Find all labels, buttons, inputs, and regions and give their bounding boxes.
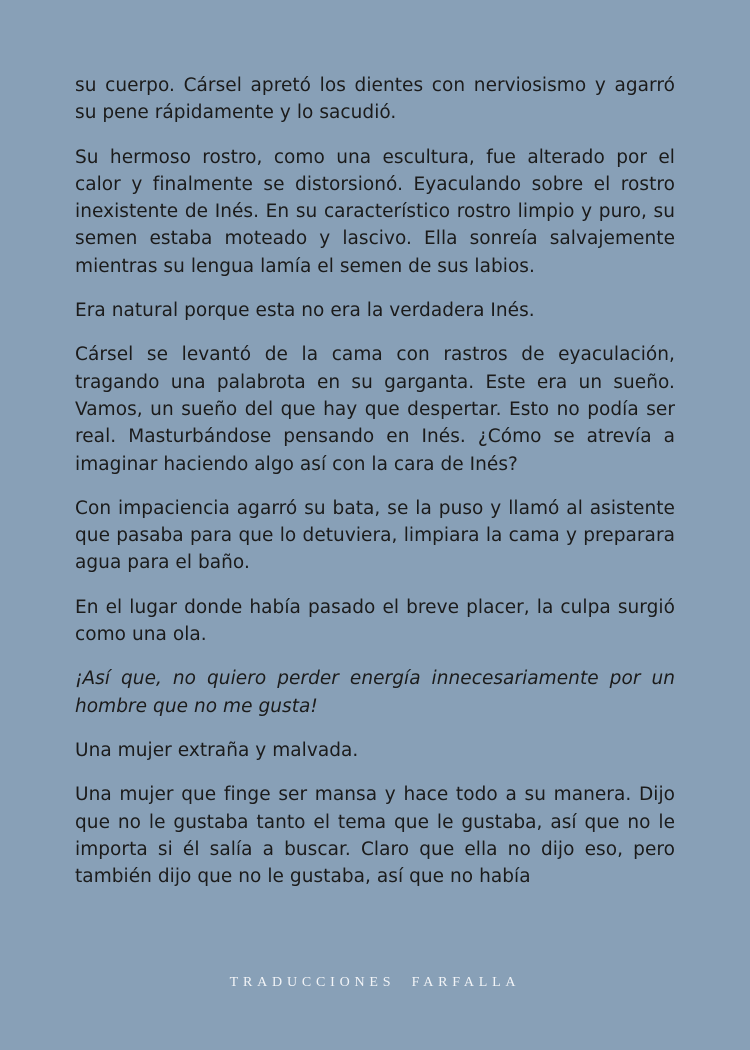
paragraph-8: Una mujer extraña y malvada. [75,739,359,761]
paragraph-3: Era natural porque esta no era la verdadera Inés. [75,300,535,322]
paragraph-4: Cársel se levantó de la cama con rastros de eyaculación, tragando una palabrota en su garganta. Este era un sueño. Vamos, un sueño del que hay que despertar. Esto no podía ser real. Masturbándose pensando en Inés. ¿Cómo se atrevía a imaginar haciendo algo así con la cara de Inés? [75,344,675,475]
paragraph-1: su cuerpo. Cársel apretó los dientes con nerviosismo y agarró su pene rápidamente y lo sacudió. [75,75,675,124]
page-body [75,72,675,907]
paragraph-9: Una mujer que finge ser mansa y hace todo a su manera. Dijo que no le gustaba tanto el tema que le gustaba, así que no le importa si él salía a buscar. Claro que ella no dijo eso, pero también dijo que no le gustaba, así que no había [75,784,675,888]
paragraph-5: Con impaciencia agarró su bata, se la puso y llamó al asistente que pasaba para que lo detuviera, limpiara la cama y preparara agua para el baño. [75,497,675,574]
page-footer: TRADUCCIONES FARFALLA [229,975,521,990]
paragraph-2: Su hermoso rostro, como una escultura, fue alterado por el calor y finalmente se distorsionó. Eyaculando sobre el rostro inexistente de Inés. En su característico rostro limpio y puro, su semen estaba moteado y lascivo. Ella sonreía salvajemente mientras su lengua lamía el semen de sus labios. [75,146,675,277]
paragraph-7-italic-quote: ¡Así que, no quiero perder energía innecesariamente por un hombre que no me gusta! [75,668,675,717]
paragraph-6: En el lugar donde había pasado el breve placer, la culpa surgió como una ola. [75,596,675,646]
